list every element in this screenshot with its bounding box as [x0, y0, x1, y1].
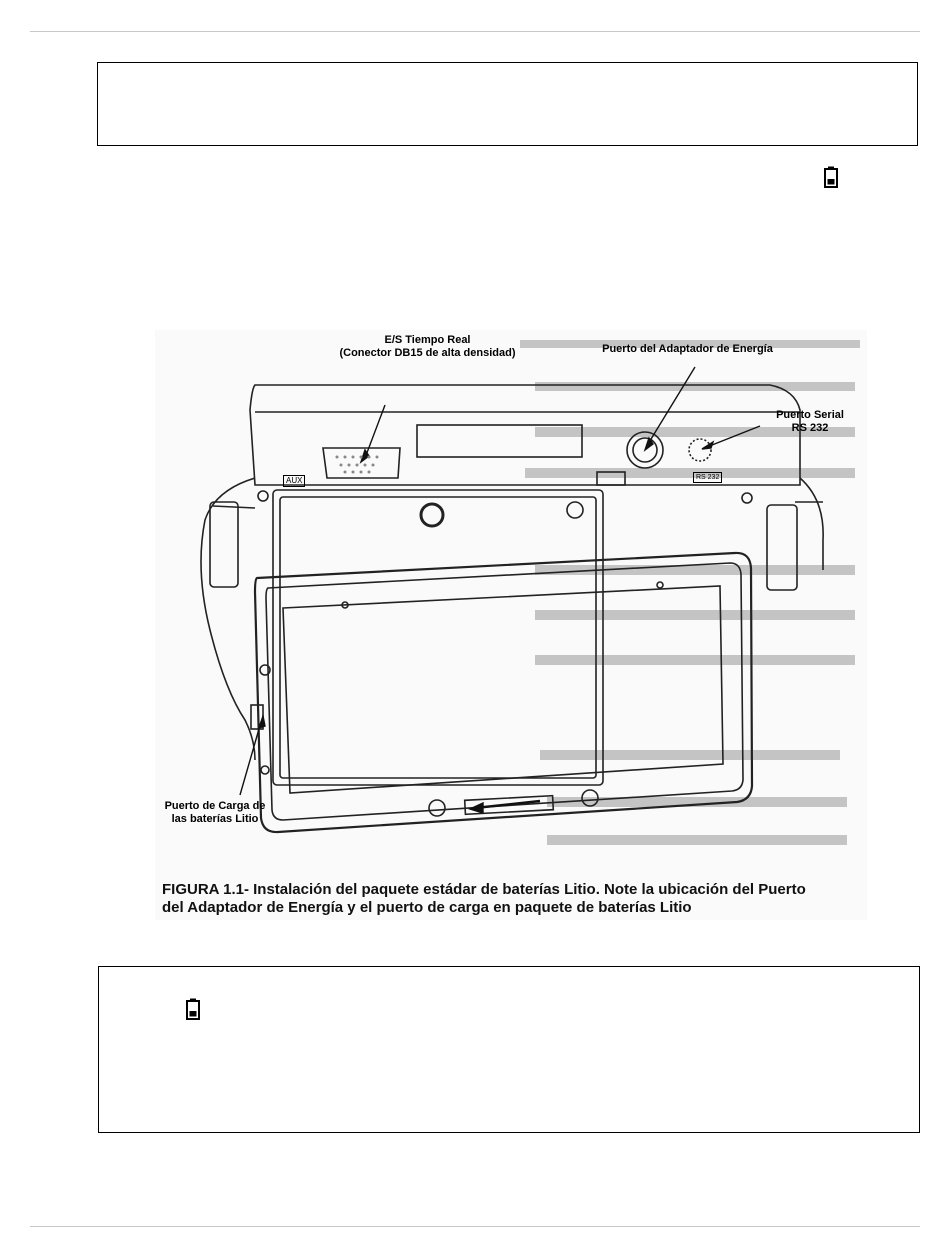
label-real-time-io-line1: E/S Tiempo Real [384, 334, 471, 346]
device-illustration [155, 330, 867, 920]
label-real-time-io [320, 334, 535, 360]
figure-caption-line2: del Adaptador de Energía y el puerto de carga en paquete de baterías Litio [162, 899, 692, 916]
label-charge-port [155, 800, 275, 826]
figure-caption-line1: FIGURA 1.1- Instalación del paquete estádar de baterías Litio. Note la ubicación del Puerto [162, 881, 806, 898]
label-power-adapter-port: Puerto del Adaptador de Energía [602, 343, 773, 355]
port-aux-label: AUX [283, 475, 305, 487]
battery-icon [824, 166, 838, 188]
label-charge-port-line1: Puerto de Carga de [164, 800, 266, 812]
bottom-note-box [98, 966, 920, 1133]
port-rs232-label: RS 232 [693, 472, 722, 483]
label-serial-port [765, 409, 855, 435]
label-serial-port-line2: RS 232 [791, 422, 829, 434]
battery-icon [186, 998, 200, 1020]
label-charge-port-line2: las baterías Litio [171, 813, 259, 825]
figure-1-1 [155, 330, 867, 920]
label-serial-port-line1: Puerto Serial [776, 409, 844, 421]
top-note-box [97, 62, 918, 146]
top-rule [30, 31, 920, 32]
figure-caption [162, 881, 862, 917]
bottom-rule [30, 1226, 920, 1227]
label-real-time-io-line2: (Conector DB15 de alta densidad) [339, 347, 516, 359]
